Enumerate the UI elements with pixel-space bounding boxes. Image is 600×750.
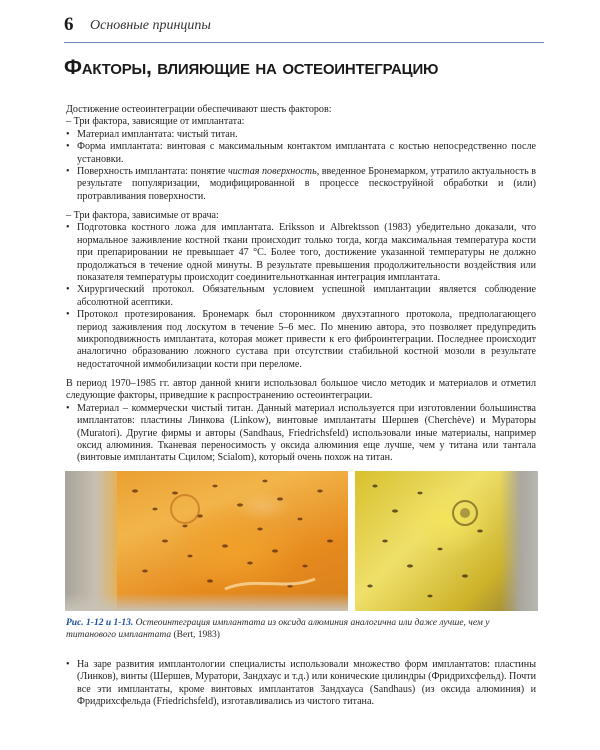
figure-caption-text: Остеоинтеграция имплантата из оксида алюминия аналогична или даже лучше, чем у титанового имплантата bbox=[66, 618, 490, 640]
doctor-group-heading: – Три фактора, зависимые от врача: bbox=[66, 210, 219, 221]
intro-paragraph: Достижение остеоинтеграции обеспечивают шесть факторов: bbox=[66, 104, 332, 115]
term-clean-surface: чистая поверхность bbox=[227, 166, 317, 178]
period-paragraph: В период 1970–1985 гг. автор данной книги использовал большое число методик и материалов и отметил следующие факторы, приведшие к распространению остеоинтеграции. bbox=[66, 378, 536, 402]
list-item: • На заре развития имплантологии специалисты использовали множество форм имплантатов: пластины (Линков), винты (Шершев, Муратори, Зандхаус и т.д.) или конические цилиндры (Фридрихсфельд). Почти все эти имплантаты, кроме винтовых имплантатов Зандхауса (Sandhaus) (из оксида алюминия) и Фридрихсфельда (Friedrichsfeld), изготавливались из чистого титана. bbox=[66, 659, 536, 708]
list-item: • Хирургический протокол. Обязательным условием успешной имплантации является соблюдение абсолютной асептики. bbox=[66, 284, 536, 308]
list-item: • Материал – коммерчески чистый титан. Данный материал используется при изготовлении большинства имплантатов: пластины Линкова (Linkow), винтовые имплантаты Шершев (Cherchève) и Мураторы (Muratori). Другие фирмы и авторы (Sandhaus, Friedrichsfeld) использовали иные материалы, например оксид алюминия. Тканевая переносимость у оксида алюминия еще лучше, чем у титана или тантала (винтовые имплантаты Сцилом; Scialom), который очень похож на титан. bbox=[66, 402, 536, 464]
body-block-factors bbox=[66, 104, 536, 203]
list-item: • Подготовка костного ложа для имплантата. Eriksson и Albrektsson (1983) убедительно доказали, что нормальное заживление костной ткани происходит только тогда, когда максимальная температура кости при препарировании не превышает 47 °C. Более того, достижение указанной температуры не должно продолжаться в течение одной минуты. В результате превышения продолжительности воздействия или показателя температуры происходит соединительнотканная интеграция имплантата. bbox=[66, 222, 536, 284]
header-rule bbox=[64, 42, 544, 43]
section-title: Факторы, влияющие на остеоинтеграцию bbox=[64, 56, 439, 79]
figure-caption bbox=[66, 618, 536, 641]
list-item: • Материал имплантата: чистый титан. bbox=[66, 128, 238, 140]
body-block-period bbox=[66, 378, 536, 465]
body-block-doctor bbox=[66, 210, 536, 371]
list-item-surface: • Поверхность имплантата: понятие чистая поверхность, введенное Бронемарком, утратило актуальность в результате популяризации, модифицированной в процессе пескоструйной обработки и (или) протравливания поверхности. bbox=[66, 166, 536, 202]
figure-label: Рис. 1-12 и 1-13. bbox=[66, 618, 134, 628]
running-head: Основные принципы bbox=[90, 18, 211, 33]
body-block-closing bbox=[66, 659, 536, 709]
figure-image-bone-histology bbox=[65, 471, 348, 611]
list-item: • Форма имплантата: винтовая с максимальным контактом имплантата с костью непосредственно после установки. bbox=[66, 141, 536, 165]
figure-citation: (Bert, 1983) bbox=[173, 629, 220, 640]
list-item: • Протокол протезирования. Бронемарк был сторонником двухэтапного протокола, предполагающего период заживления под лоскутом в течение 5–6 мес. По мнению автора, это позволяет предупредить микроподвижность имплантата, которая может привести к его фиброинтеграции. Последнее происходит аналогично образованию ложного сустава при отсутствии стабильной костной мозоли в результате недостаточной иммобилизации кости при переломе. bbox=[66, 309, 536, 370]
page-number: 6 bbox=[64, 14, 74, 35]
figure-image-implant-interface bbox=[355, 471, 538, 611]
page-header bbox=[64, 12, 544, 42]
implant-group-heading: – Три фактора, зависящие от имплантата: bbox=[66, 116, 245, 128]
